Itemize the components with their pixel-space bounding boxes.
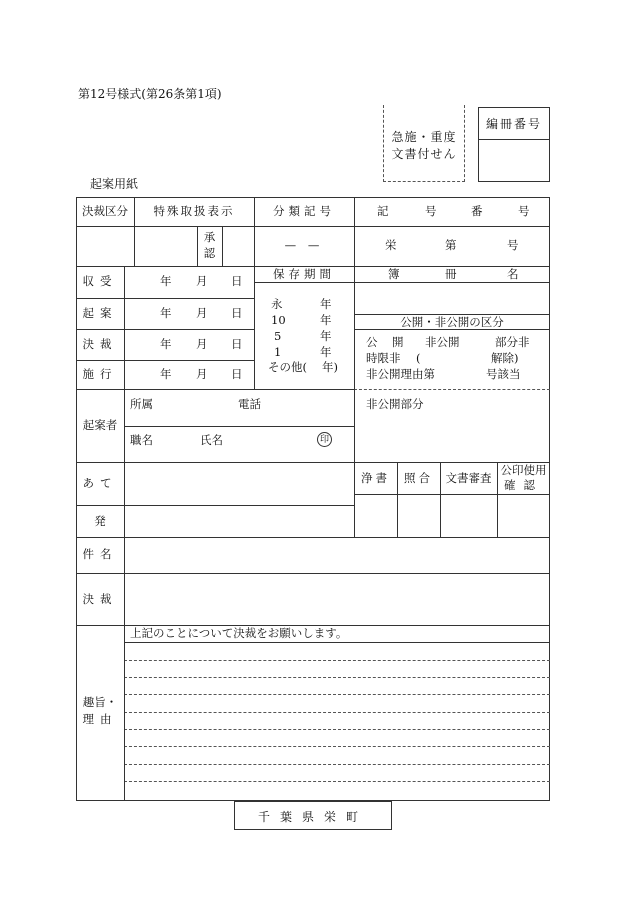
day-1: 日: [231, 274, 243, 288]
shozoku-label: 所属: [130, 397, 153, 411]
kokai-title: 公開・非公開の区分: [400, 315, 504, 329]
header-kigo-1: 記: [377, 204, 389, 218]
main-form-table: [76, 197, 550, 801]
bunrui-dashes: — —: [284, 238, 324, 252]
hozon-1: 1: [274, 345, 282, 359]
hozon-nen-3: 年: [320, 329, 332, 343]
footer-text: 千葉県栄町: [257, 810, 368, 824]
month-3: 月: [196, 337, 208, 351]
dai-label: 第: [445, 238, 457, 252]
header-kigo-2: 号: [425, 204, 437, 218]
seal-mark: 印: [317, 432, 332, 447]
kokai-gaitou: 号該当: [486, 367, 521, 381]
label-kessai-date: 決裁: [82, 337, 118, 351]
hozon-sonota-nen: 年): [322, 360, 338, 374]
koin-label: 公印使用: [500, 463, 547, 477]
footer-box: [234, 801, 392, 830]
year-1: 年: [160, 274, 172, 288]
hozon-title: 保存期間: [273, 267, 335, 281]
urgent-line1: 急施・重度: [391, 130, 457, 144]
shonin-1: 承: [203, 230, 216, 244]
month-1: 月: [196, 274, 208, 288]
header-kigo-4: 号: [518, 204, 530, 218]
edition-number-box: [478, 107, 550, 182]
bunsho-label: 文書審査: [445, 471, 492, 485]
hozon-nen-4: 年: [320, 345, 332, 359]
bosatsu-2: 冊: [445, 267, 457, 281]
kokai-paren: (: [416, 351, 421, 365]
day-3: 日: [231, 337, 243, 351]
hozon-ei: 永: [271, 297, 283, 311]
year-3: 年: [160, 337, 172, 351]
month-4: 月: [196, 367, 208, 381]
month-2: 月: [196, 306, 208, 320]
go-label: 号: [507, 238, 519, 252]
year-4: 年: [160, 367, 172, 381]
year-2: 年: [160, 306, 172, 320]
kokai-bubunhi: 部分非: [495, 335, 530, 349]
hatsu-label: 発: [94, 514, 106, 528]
header-bunrui: 分類記号: [273, 204, 335, 218]
shogo-label: 照合: [404, 471, 433, 485]
label-shuju: 収受: [82, 274, 118, 288]
kokai-kai: 開: [392, 335, 404, 349]
kessai-label: 決裁: [82, 592, 118, 606]
josho-label: 浄書: [361, 471, 390, 485]
hozon-nen-2: 年: [320, 313, 332, 327]
kokai-riyu: 非公開理由第: [366, 367, 435, 381]
hozon-nen-1: 年: [320, 297, 332, 311]
hikokai-bubun: 非公開部分: [366, 397, 424, 411]
urgent-line2: 文書付せん: [391, 147, 457, 161]
header-kessai-kubun: 決裁区分: [82, 204, 128, 218]
shimei-label: 氏名: [200, 433, 223, 447]
bosatsu-3: 名: [507, 267, 519, 281]
hozon-10: 10: [271, 313, 286, 327]
kenmei-label: 件名: [82, 547, 118, 561]
ate-label: あて: [82, 476, 118, 490]
hozon-5: 5: [274, 329, 282, 343]
urgent-tag-box: [383, 105, 465, 182]
day-2: 日: [231, 306, 243, 320]
header-kigo-3: 番: [471, 204, 483, 218]
kianja-label: 起案者: [82, 418, 118, 432]
label-shiko: 施行: [82, 367, 118, 381]
kokai-kaijo: 解除): [491, 351, 519, 365]
header-tokushu: 特殊取扱表示: [153, 204, 235, 218]
shonin-2: 認: [203, 246, 216, 260]
shushi-label-1: 趣旨・: [82, 695, 118, 709]
denwa-label: 電話: [238, 397, 261, 411]
form-number: 第12号様式(第26条第1項): [78, 87, 222, 101]
day-4: 日: [231, 367, 243, 381]
kokai-hikokai: 非公開: [425, 335, 460, 349]
hozon-sonota: その他(: [268, 360, 307, 374]
sakae-label: 栄: [385, 238, 397, 252]
shushi-label-2: 理由: [82, 712, 118, 726]
edition-number-label: 編冊番号: [485, 117, 542, 131]
kakunin-label: 確認: [504, 478, 543, 492]
shokumei-label: 職名: [130, 433, 153, 447]
shushi-sentence: 上記のことについて決裁をお願いします。: [130, 626, 348, 640]
bosatsu-1: 簿: [388, 267, 400, 281]
kokai-jigenhi: 時限非: [366, 351, 401, 365]
form-title: 起案用紙: [90, 177, 139, 191]
kokai-ko: 公: [366, 335, 378, 349]
label-kian: 起案: [82, 306, 118, 320]
